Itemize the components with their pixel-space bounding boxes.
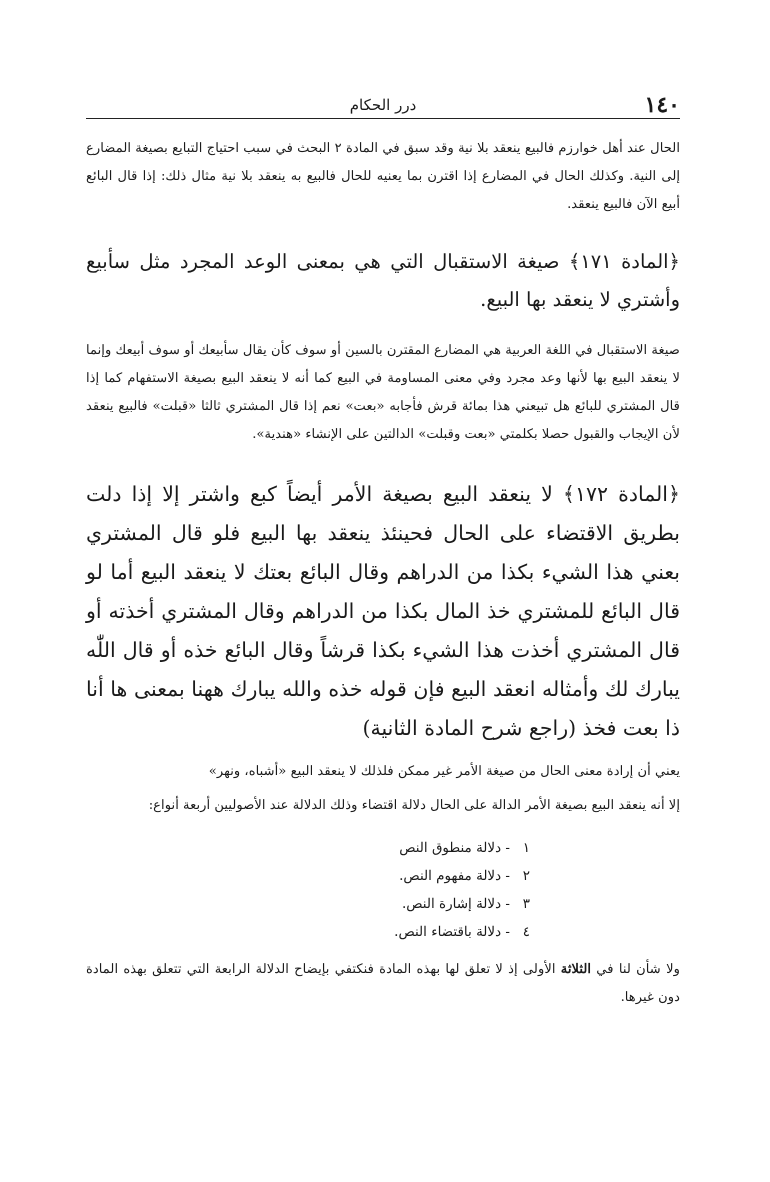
- list-item: ٣ - دلالة إشارة النص.: [401, 896, 530, 912]
- list-item: ٢ - دلالة مفهوم النص.: [399, 868, 530, 884]
- article-171: ﴿المادة ١٧١﴾ صيغة الاستقبال التي هي بمعنى الوعد المجرد مثل سأبيع وأشتري لا ينعقد بها البيع.: [86, 250, 680, 311]
- paragraph-intro: الحال عند أهل خوارزم فالبيع ينعقد بلا نية وقد سبق في المادة ٢ البحث في سبب احتياج التبايع بصيغة المضارع إلى النية. وكذلك الحال في المضارع إذا اقترن بما يعنيه للحال فالبيع به ينعقد بلا نية مثال ذلك: إذا قال البائع أبيع الآن فالبيع ينعقد.: [86, 141, 680, 212]
- page-number: ١٤٠: [644, 92, 680, 118]
- paragraph-future-form: صيغة الاستقبال في اللغة العربية هي المضارع المقترن بالسين أو سوف كأن يقال سأبيعك أو سوف أبيعك وإنما لا ينعقد البيع بها لأنها وعد مجرد وفي معنى المساومة في البيع كما أنه لا ينعقد البيع بصيغة الاستفهام كما إذا قال المشتري للبائع هل تبيعني هذا بمائة قرش فأجابه «بعت» نعم إذا قال المشتري ثالثا «قبلت» فالبيع ينعقد لأن الإيجاب والقبول حصلا بكلمتي «بعت وقبلت» الدالتين على الإنشاء «هندية».: [86, 343, 680, 442]
- types-list: [86, 834, 530, 946]
- article-172: ﴿المادة ١٧٢﴾ لا ينعقد البيع بصيغة الأمر أيضاً كبع واشتر إلا إذا دلت بطريق الاقتضاء على الحال فحينئذ ينعقد بها البيع فلو قال المشتري بعني هذا الشيء بكذا من الدراهم وقال البائع بعتك لا ينعقد البيع أما لو قال البائع للمشتري خذ المال بكذا من الدراهم وقال المشتري أخذته أو قال المشتري أخذت هذا الشيء بكذا قرشاً وقال البائع خذه أو قال اللّٰه يبارك لك وأمثاله انعقد البيع فإن قوله خذه والله يبارك ههنا بمعنى ها أنا ذا بعت فخذ (راجع شرح المادة الثانية): [86, 482, 681, 740]
- paragraph-types-intro: إلا أنه ينعقد البيع بصيغة الأمر الدالة على الحال دلالة اقتضاء وذلك الدلالة عند الأصوليين أربعة أنواع:: [148, 798, 680, 813]
- list-item: ١ - دلالة منطوق النص: [399, 840, 530, 856]
- list-item: ٤ - دلالة باقتضاء النص.: [394, 924, 530, 940]
- page: [86, 88, 680, 1012]
- paragraph-conclusion: ولا شأن لنا في الثلاثة الأولى إذ لا تعلق لها بهذه المادة فنكتفي بإيضاح الدلالة الرابعة التي تتعلق بهذه المادة دون غيرها.: [86, 962, 680, 1005]
- running-title: درر الحكام: [349, 96, 417, 114]
- page-header: [86, 88, 680, 119]
- paragraph-imperative: يعني أن إرادة معنى الحال من صيغة الأمر غير ممكن فلذلك لا ينعقد البيع «أشباه، ونهر»: [208, 764, 680, 779]
